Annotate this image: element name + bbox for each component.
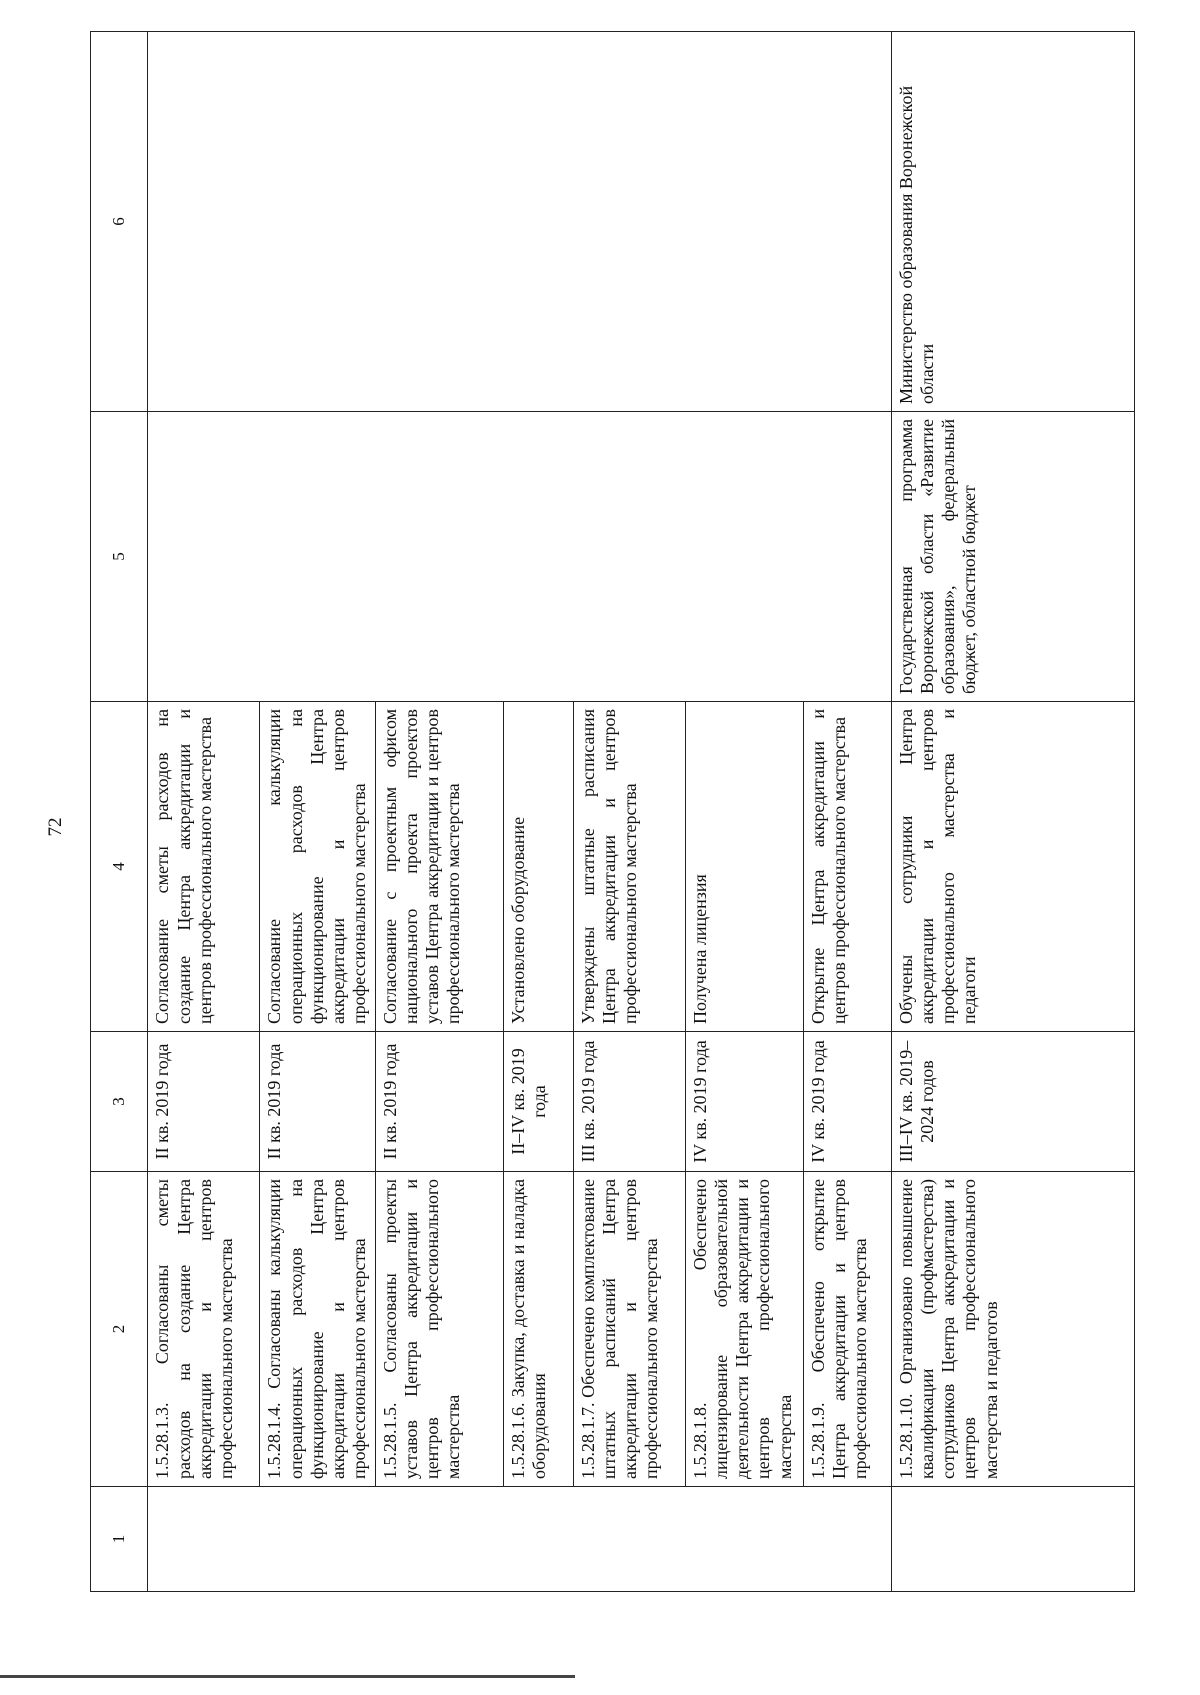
cell-col-2: 1.5.28.1.5. Согласованы проекты уставов Центра аккредитации и центров профессионального мастерства xyxy=(375,1172,503,1487)
cell-col-4: Установлено оборудование xyxy=(503,702,573,1032)
cell-col-4: Обучены сотрудники Центра аккредитации и центров профессионального мастерства и педагоги xyxy=(891,702,1134,1032)
col-header-2: 2 xyxy=(91,1172,148,1487)
cell-col-2: 1.5.28.1.6. Закупка, доставка и наладка оборудования xyxy=(503,1172,573,1487)
cell-col-2: 1.5.28.1.4. Согласованы калькуляции операционных расходов на функционирование Центра аккредитации и центров профессионального мастерства xyxy=(260,1172,375,1487)
cell-col-2: 1.5.28.1.9. Обеспечено открытие Центра аккредитации и центров профессионального мастерства xyxy=(803,1172,891,1487)
cell-col-3: II кв. 2019 года xyxy=(148,1032,260,1172)
cell-col-4: Получена лицензия xyxy=(685,702,803,1032)
cell-col-3: III–IV кв. 2019–2024 годов xyxy=(891,1032,1134,1172)
header-row xyxy=(91,32,148,1592)
footnote-rule xyxy=(0,1675,575,1678)
cell-col-5 xyxy=(148,412,891,702)
plan-table xyxy=(90,31,1135,1592)
cell-col-3: II–IV кв. 2019 года xyxy=(503,1032,573,1172)
page-number: 72 xyxy=(45,817,66,837)
cell-col-3: IV кв. 2019 года xyxy=(803,1032,891,1172)
cell-col-6: Министерство образования Воронежской области xyxy=(891,32,1134,412)
cell-col-2: 1.5.28.1.3. Согласованы сметы расходов на создание Центра аккредитации и центров профессионального мастерства xyxy=(148,1172,260,1487)
cell-col-2: 1.5.28.1.7. Обеспечено комплектование штатных расписаний Центра аккредитации и центров профессионального мастерства xyxy=(573,1172,685,1487)
cell-col-4: Открытие Центра аккредитации и центров профессионального мастерства xyxy=(803,702,891,1032)
cell-col-4: Утверждены штатные расписания Центра аккредитации и центров профессионального мастерства xyxy=(573,702,685,1032)
col-header-4: 4 xyxy=(91,702,148,1032)
cell-col-3: III кв. 2019 года xyxy=(573,1032,685,1172)
table-row xyxy=(148,32,260,1592)
rotated-table-container xyxy=(90,32,1135,1592)
cell-col-3: II кв. 2019 года xyxy=(260,1032,375,1172)
col-header-6: 6 xyxy=(91,32,148,412)
cell-col-5: Государственная программа Воронежской области «Развитие образования», федеральный бюджет, областной бюджет xyxy=(891,412,1134,702)
cell-col-2: 1.5.28.1.8. Обеспечено лицензирование образовательной деятельности Центра аккредитации и центров профессионального мастерства xyxy=(685,1172,803,1487)
cell-col-3: IV кв. 2019 года xyxy=(685,1032,803,1172)
col-header-3: 3 xyxy=(91,1032,148,1172)
cell-col-4: Согласование сметы расходов на создание Центра аккредитации и центров профессионального мастерства xyxy=(148,702,260,1032)
col-header-1: 1 xyxy=(91,1487,148,1592)
cell-col-2: 1.5.28.1.10. Организовано повышение квалификации (профмастерства) сотрудников Центра аккредитации и центров профессионального мастерства и педагогов xyxy=(891,1172,1134,1487)
cell-col-6 xyxy=(148,32,891,412)
cell-col-4: Согласование с проектным офисом национального проекта проектов уставов Центра аккредитации и центров профессионального мастерства xyxy=(375,702,503,1032)
cell-col-1 xyxy=(891,1487,1134,1592)
cell-col-4: Согласование калькуляции операционных расходов на функционирование Центра аккредитации и центров профессионального мастерства xyxy=(260,702,375,1032)
col-header-5: 5 xyxy=(91,412,148,702)
table-row xyxy=(891,32,1134,1592)
cell-col-1 xyxy=(148,1487,891,1592)
cell-col-3: II кв. 2019 года xyxy=(375,1032,503,1172)
